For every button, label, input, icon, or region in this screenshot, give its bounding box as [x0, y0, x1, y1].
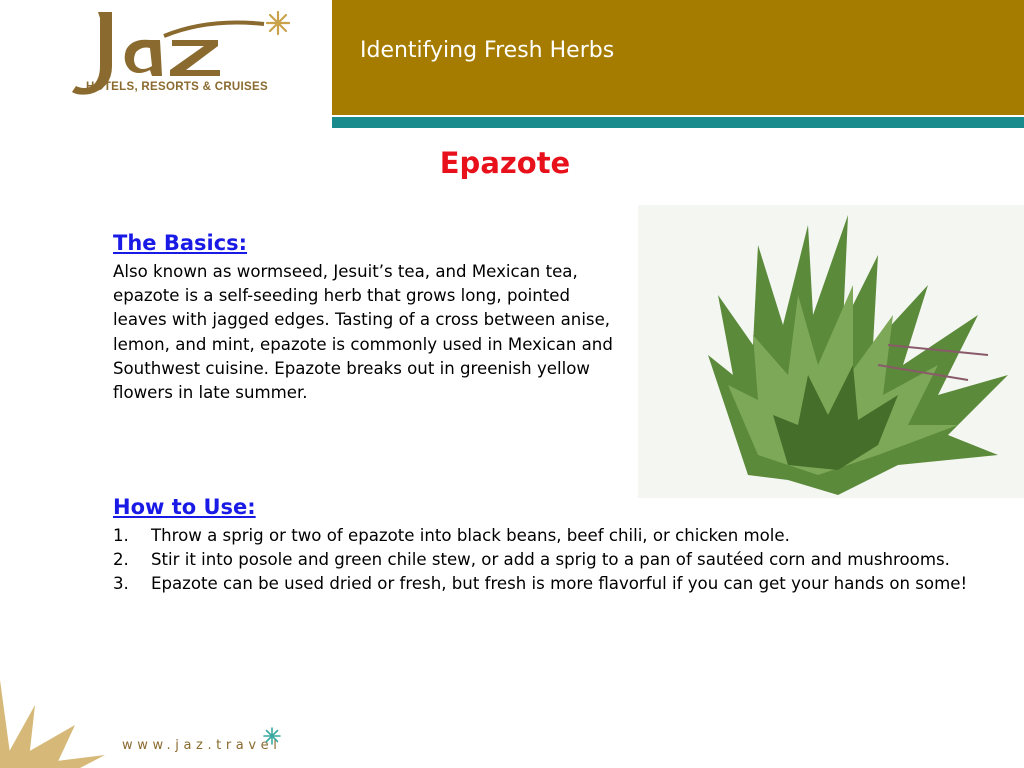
list-item: [113, 548, 1013, 572]
brand-logo: [0, 0, 330, 128]
how-to-use-heading: How to Use:: [113, 495, 256, 519]
asterisk-icon: [262, 726, 282, 746]
basics-heading: The Basics:: [113, 231, 248, 255]
step-number: 2.: [113, 550, 129, 570]
step-text: Stir it into posole and green chile stew, or add a sprig to a pan of sautéed corn and mushrooms.: [151, 550, 950, 570]
decorative-rays: [0, 675, 110, 768]
list-item: [113, 572, 1013, 596]
list-item: [113, 524, 1013, 548]
logo-tagline: HOTELS, RESORTS & CRUISES: [86, 81, 268, 93]
step-number: 1.: [113, 526, 129, 545]
slide-title: Epazote: [439, 146, 571, 180]
how-to-use-list: [113, 524, 1013, 597]
header-title: Identifying Fresh Herbs: [360, 38, 615, 63]
header-bar: [332, 0, 1024, 115]
step-text: Epazote can be used dried or fresh, but fresh is more flavorful if you can get your hands on some!: [151, 574, 968, 594]
epazote-image: [638, 205, 1024, 498]
basics-paragraph: Also known as wormseed, Jesuit’s tea, and Mexican tea, epazote is a self-seeding herb that grows long, pointed leaves with jagged edges. Tasting of a cross between anise, lemon, and mint, epazote is commonly used in Mexican and Southwest cuisine. Epazote breaks out in greenish yellow flowers in late summer.: [113, 262, 613, 403]
header-divider: [332, 117, 1024, 128]
step-number: 3.: [113, 574, 129, 594]
step-text: Throw a sprig or two of epazote into black beans, beef chili, or chicken mole.: [151, 526, 790, 545]
footer-url: www.jaz.travel: [122, 738, 282, 753]
